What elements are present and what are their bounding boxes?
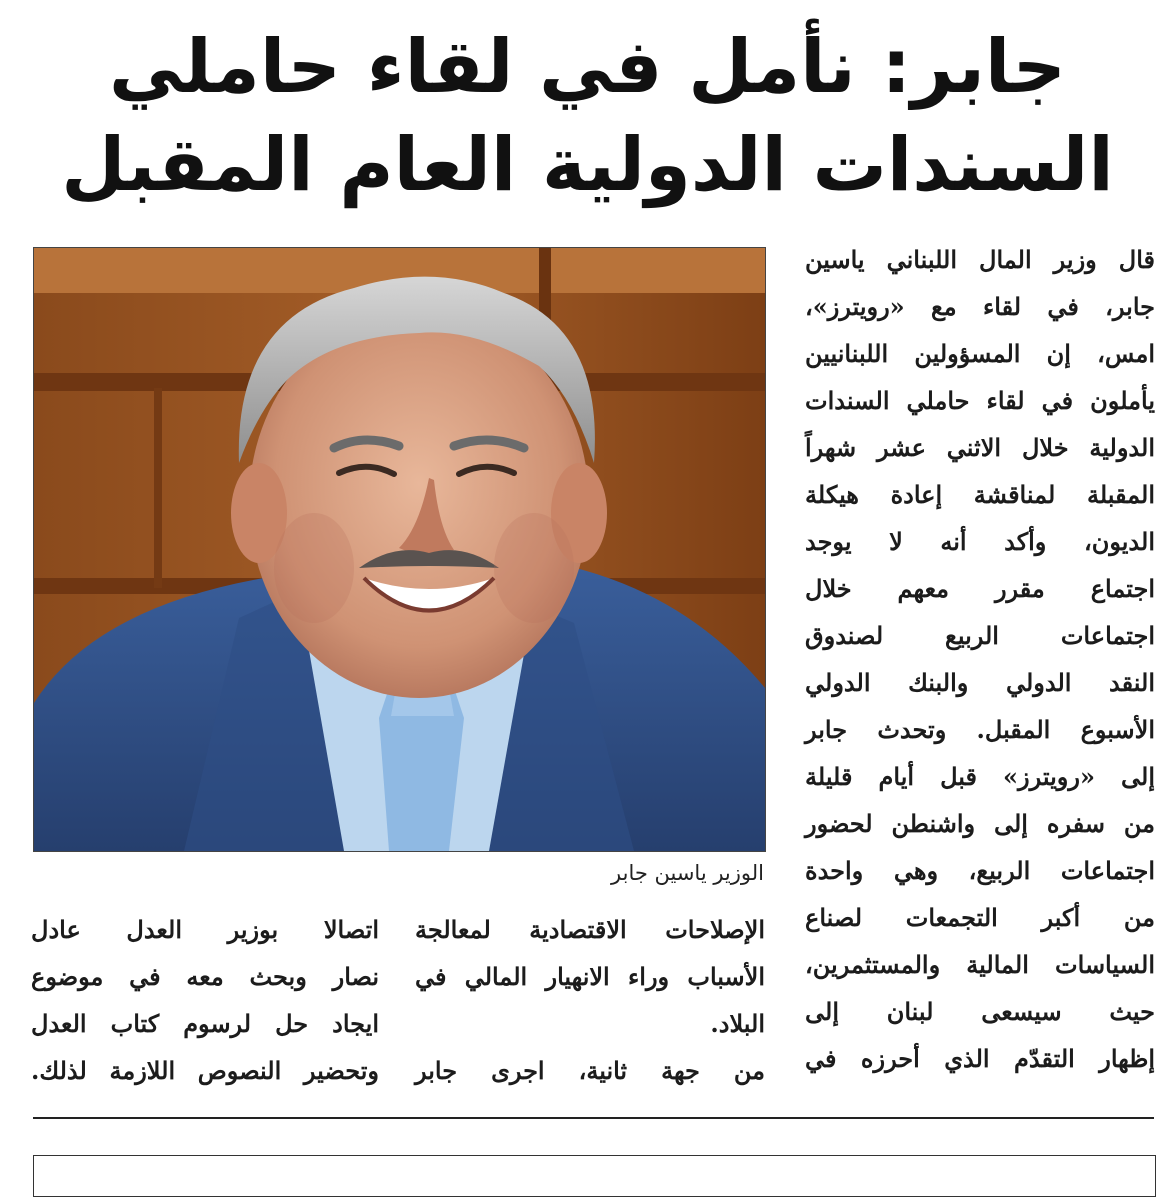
article-line: المقبلة لمناقشة إعادة هيكلة <box>805 480 1155 509</box>
article-line: الأسباب وراء الانهيار المالي في <box>415 962 765 991</box>
article-column-2 <box>415 906 765 1094</box>
minister-photo <box>33 247 766 852</box>
headline-line-1: جابر: نأمل في لقاء حاملي <box>108 24 1066 110</box>
article-line: الديون، وأكد أنه لا يوجد <box>805 527 1155 556</box>
article-line: الدولية خلال الاثني عشر شهراً <box>805 433 1155 462</box>
article-line: حيث سيسعى لبنان إلى <box>805 997 1155 1026</box>
article-line: جابر، في لقاء مع «رويترز»، <box>805 292 1155 321</box>
article-line: امس، إن المسؤولين اللبنانيين <box>805 339 1155 368</box>
article-line: الإصلاحات الاقتصادية لمعالجة <box>415 915 765 944</box>
article-line: النقد الدولي والبنك الدولي <box>805 668 1155 697</box>
article-line: نصار وبحث معه في موضوع <box>31 962 379 991</box>
article-column-1 <box>805 236 1155 1082</box>
article-line: إظهار التقدّم الذي أحرزه في <box>805 1044 1155 1073</box>
article-line: اتصالا بوزير العدل عادل <box>31 915 379 944</box>
article-line: من جهة ثانية، اجرى جابر <box>415 1056 765 1085</box>
article-line: اجتماع مقرر معهم خلال <box>805 574 1155 603</box>
article-line: وتحضير النصوص اللازمة لذلك. <box>31 1056 379 1085</box>
article-line: اجتماعات الربيع لصندوق <box>805 621 1155 650</box>
article-line: البلاد. <box>710 1009 765 1038</box>
article-column-3 <box>31 906 379 1094</box>
section-divider <box>33 1117 1154 1119</box>
article-line: يأملون في لقاء حاملي السندات <box>805 386 1155 415</box>
photo-caption: الوزير ياسين جابر <box>611 861 764 885</box>
article-line: قال وزير المال اللبناني ياسين <box>805 245 1155 274</box>
article-line: إلى «رويترز» قبل أيام قليلة <box>805 762 1155 791</box>
article-line: من أكبر التجمعات لصناع <box>805 903 1155 932</box>
article-line: من سفره إلى واشنطن لحضور <box>805 809 1155 838</box>
article-line: السياسات المالية والمستثمرين، <box>805 950 1155 979</box>
portrait-illustration <box>34 248 765 851</box>
article-line: الأسبوع المقبل. وتحدث جابر <box>805 715 1155 744</box>
headline-line-2: السندات الدولية العام المقبل <box>61 122 1114 208</box>
article-line: ايجاد حل لرسوم كتاب العدل <box>31 1009 379 1038</box>
headline <box>40 18 1135 214</box>
next-article-box <box>33 1155 1156 1197</box>
article-line: اجتماعات الربيع، وهي واحدة <box>805 856 1155 885</box>
